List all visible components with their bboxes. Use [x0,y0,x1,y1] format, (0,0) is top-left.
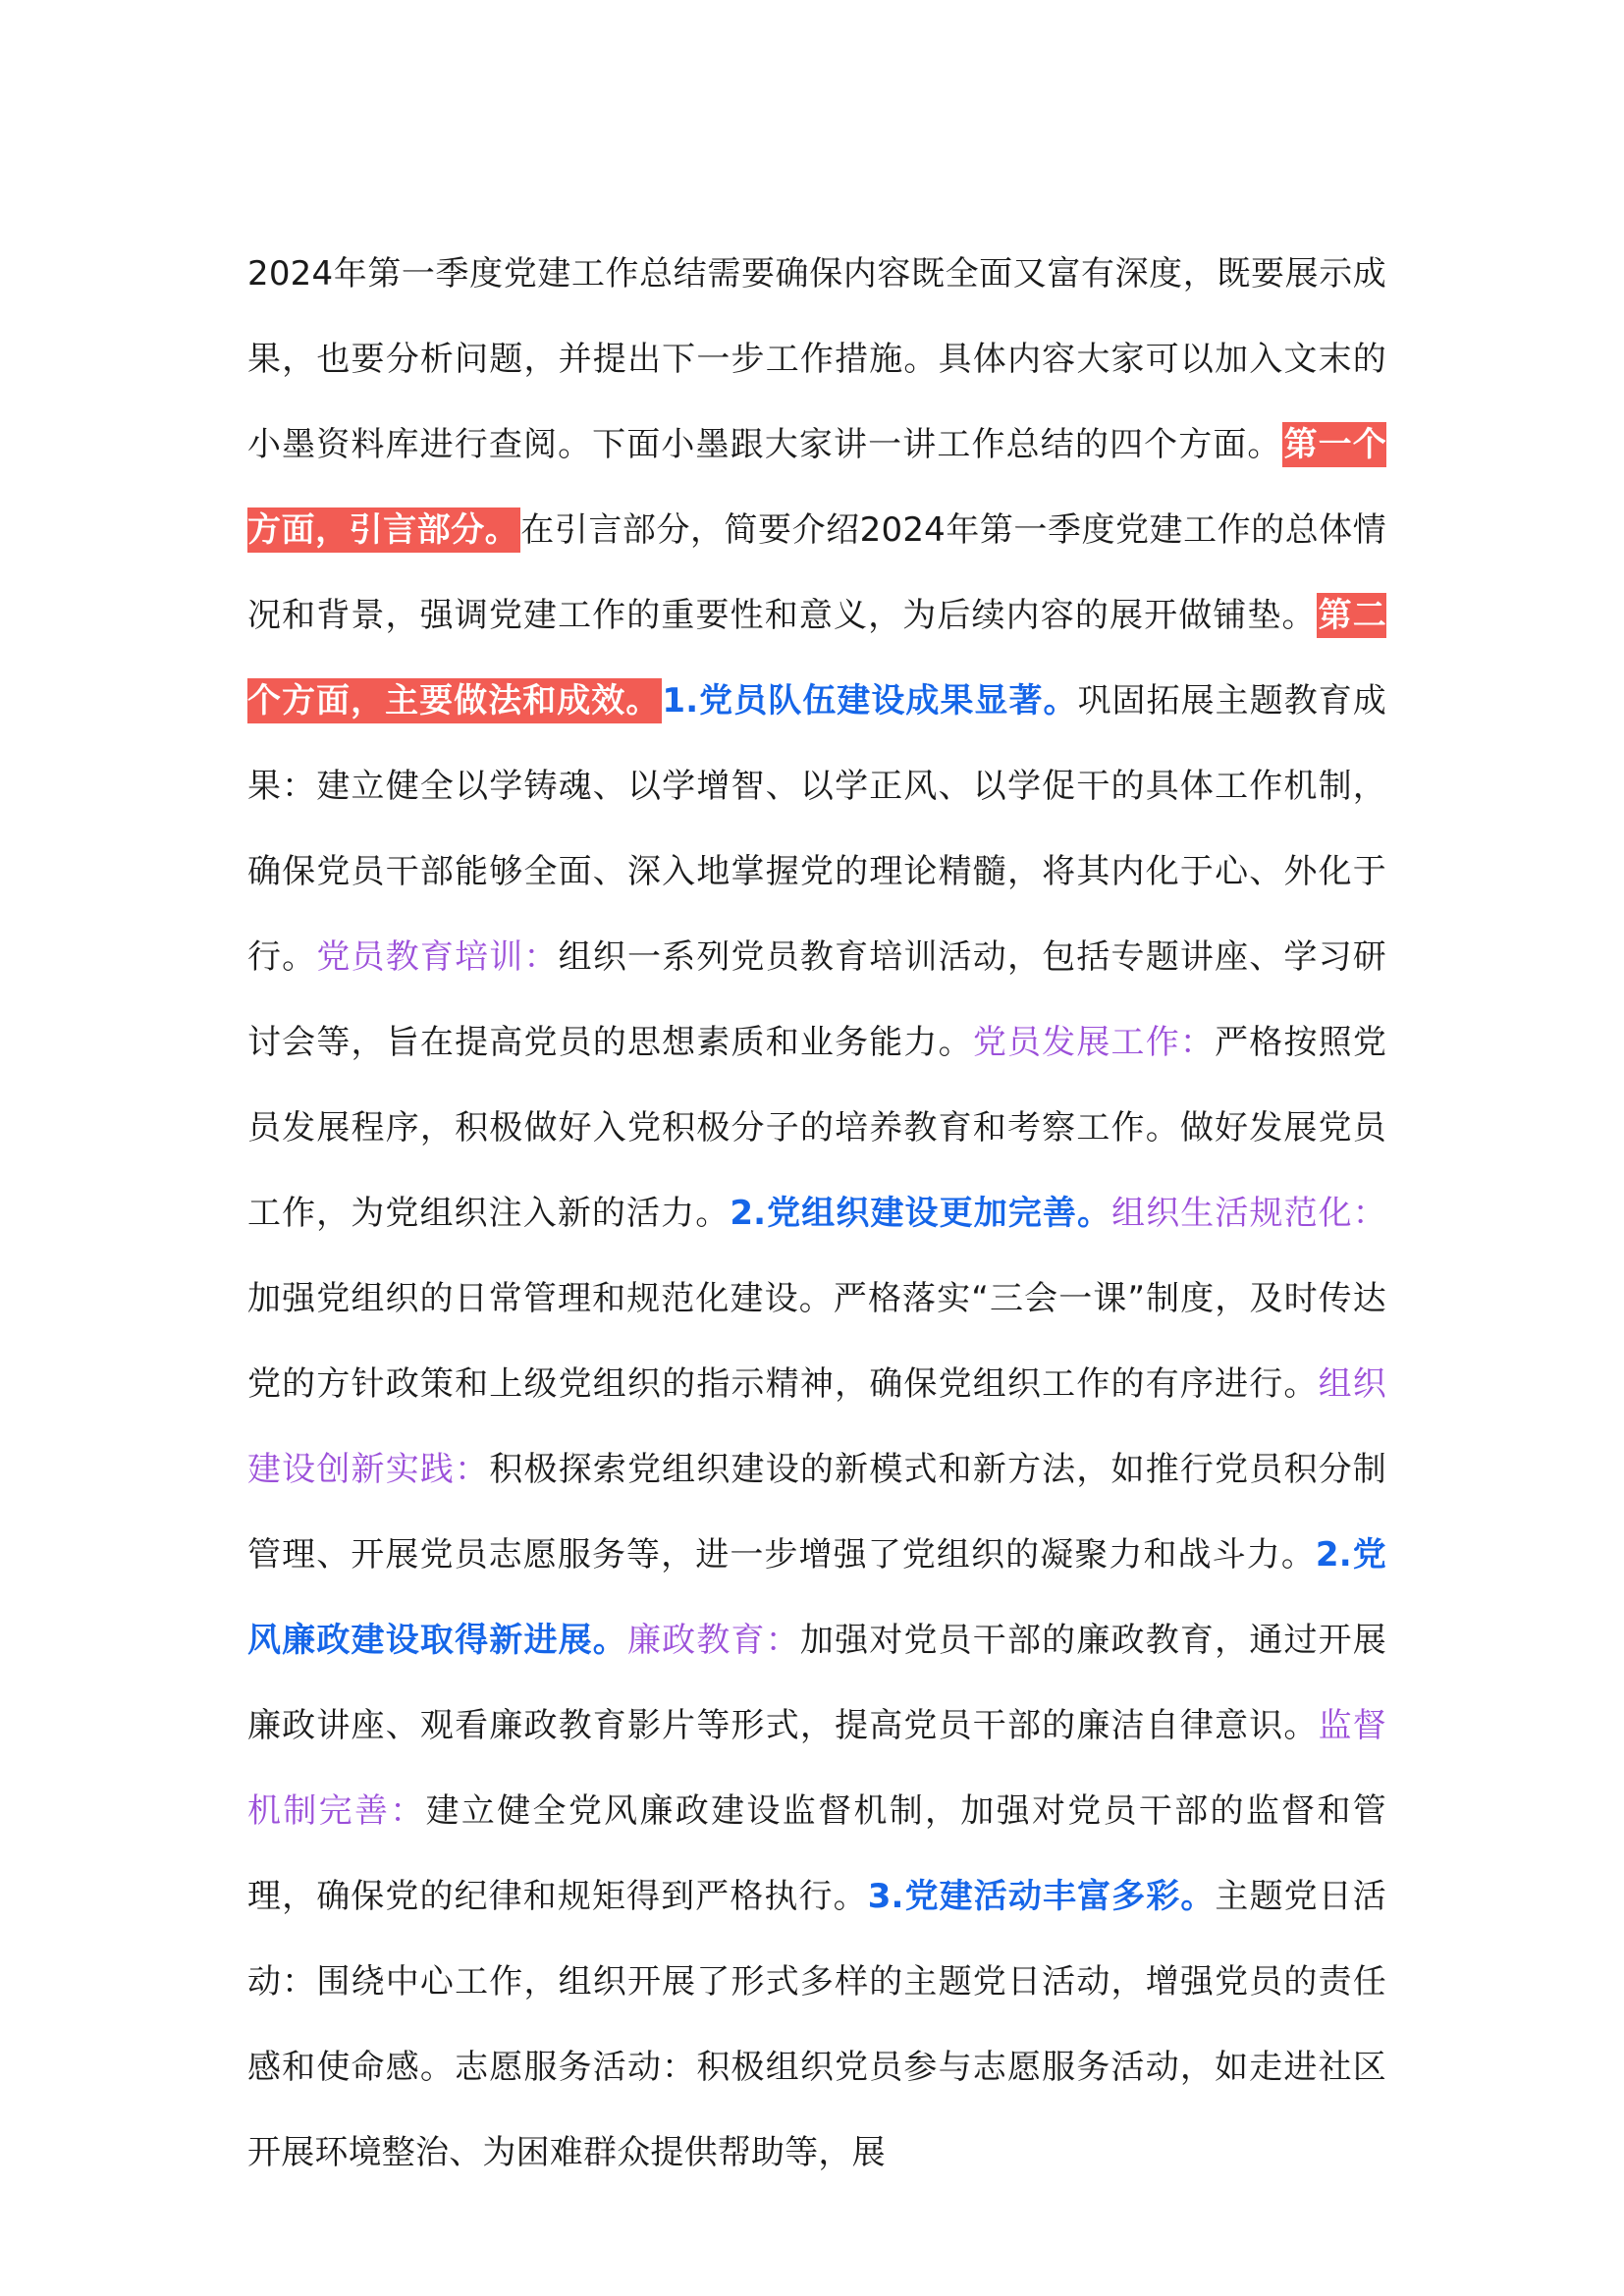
document-body [247,232,1386,2196]
heading-organization-building: 2.党组织建设更加完善。 [730,1194,1112,1233]
intro-text: 2024年第一季度党建工作总结需要确保内容既全面又富有深度，既要展示成果，也要分析问题，并提出下一步工作措施。具体内容大家可以加入文末的小墨资料库进行查阅。下面小墨跟大家讲一讲工作总结的四个方面。 [247,254,1386,464]
body-text: 巩固拓展主题教育成果：建立健全以学铸魂、以学增智、以学正风、以学促干的具体工作机制，确保党员干部能够全面、深入地掌握党的理论精髓，将其内化于心、外化于行。 [247,681,1386,977]
subheading-organization-innovation: 组织建设创新实践： [247,1364,1386,1489]
section-highlight-2: 第二个方面，主要做法和成效。 [247,593,1386,723]
body-text: 加强对党员干部的廉政教育，通过开展廉政讲座、观看廉政教育影片等形式，提高党员干部的廉洁自律意识。 [247,1621,1387,1745]
subheading-education-training: 党员教育培训： [316,937,559,977]
heading-integrity-building: 2.党风廉政建设取得新进展。 [247,1535,1386,1660]
body-text: 主题党日活动：围绕中心工作，组织开展了形式多样的主题党日活动，增强党员的责任感和使命感。志愿服务活动：积极组织党员参与志愿服务活动，如走进社区开展环境整治、为困难群众提供帮助等，展 [247,1877,1386,2172]
heading-party-activities: 3.党建活动丰富多彩。 [867,1877,1216,1916]
section-highlight-1: 第一个方面，引言部分。 [247,422,1386,553]
subheading-integrity-education: 廉政教育： [627,1621,800,1660]
paragraph [247,232,1386,2196]
body-text: 建立健全党风廉政建设监督机制，加强对党员干部的监督和管理，确保党的纪律和规矩得到严格执行。 [247,1791,1387,1916]
body-text: 组织一系列党员教育培训活动，包括专题讲座、学习研讨会等，旨在提高党员的思想素质和业务能力。 [247,937,1386,1062]
body-text: 严格按照党员发展程序，积极做好入党积极分子的培养教育和考察工作。做好发展党员工作，为党组织注入新的活力。 [247,1023,1387,1233]
subheading-member-development: 党员发展工作： [972,1023,1216,1062]
body-text: 加强党组织的日常管理和规范化建设。严格落实“三会一课”制度，及时传达党的方针政策和上级党组织的指示精神，确保党组织工作的有序进行。 [247,1279,1386,1404]
subheading-supervision-mechanism: 监督机制完善： [247,1706,1386,1831]
subheading-organization-life: 组织生活规范化： [1111,1194,1386,1233]
heading-party-member-team: 1.党员队伍建设成果显著。 [662,681,1078,721]
body-text: 积极探索党组织建设的新模式和新方法，如推行党员积分制管理、开展党员志愿服务等，进一步增强了党组织的凝聚力和战斗力。 [247,1450,1387,1575]
body-text: 在引言部分，简要介绍2024年第一季度党建工作的总体情况和背景，强调党建工作的重要性和意义，为后续内容的展开做铺垫。 [247,510,1386,635]
